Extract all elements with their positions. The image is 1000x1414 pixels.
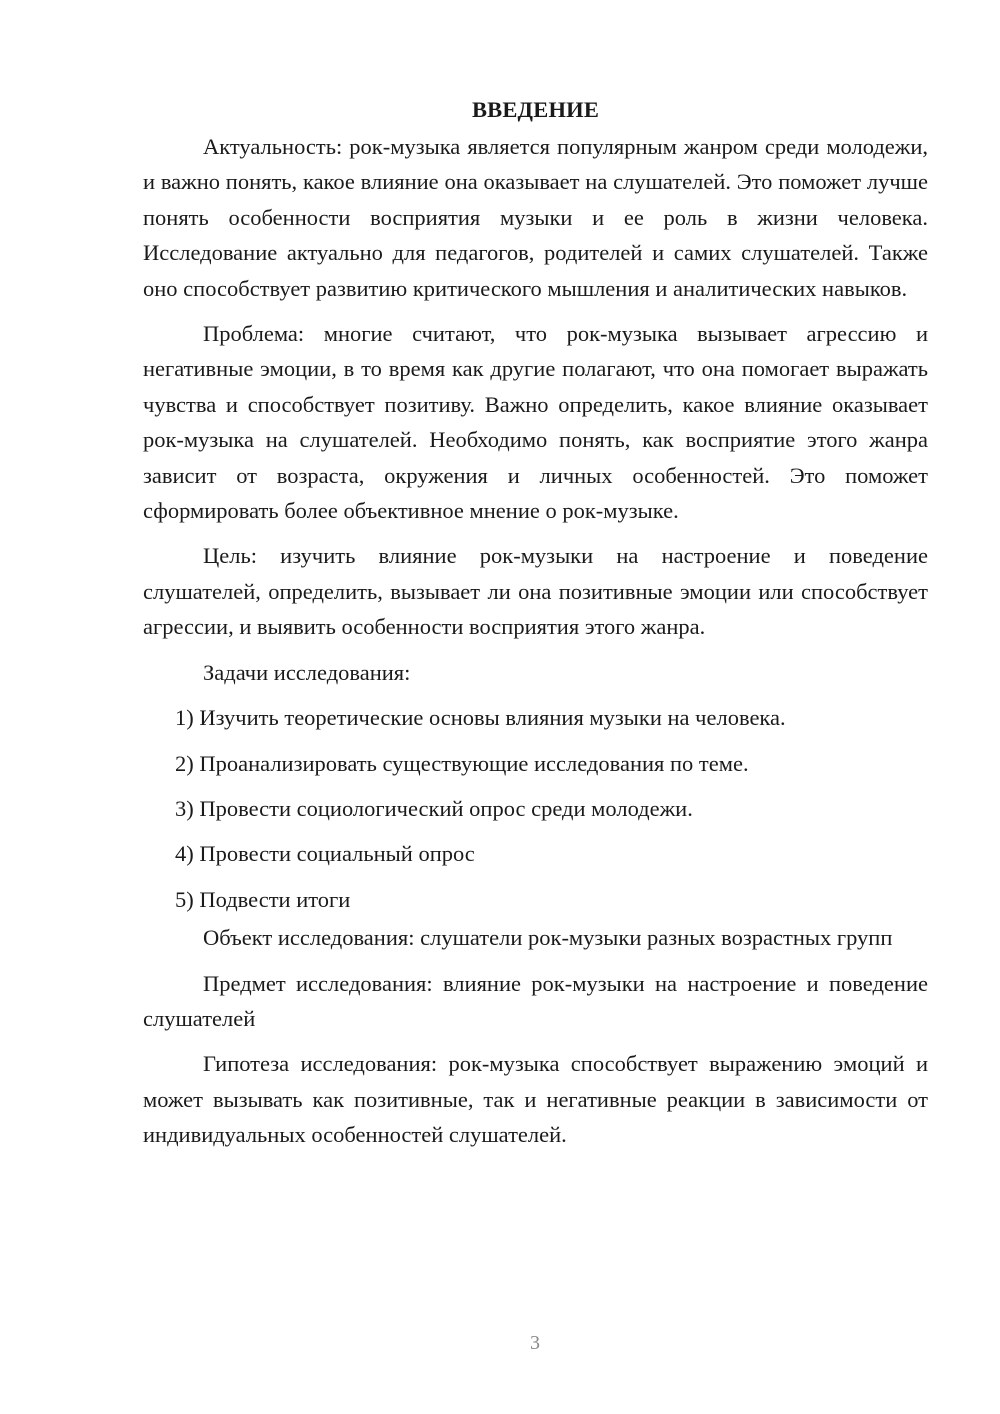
list-item: 4) Провести социальный опрос [175, 841, 475, 867]
paragraph-problem: Проблема: многие считают, что рок-музыка вызывает агрессию и негативные эмоции, в то время как другие полагают, что она помогает выражать чувства и способствует позитиву. Важно определить, какое влияние оказывает рок-музыка на слушателей. Необходимо понять, как восприятие этого жанра зависит от возраста, окружения и личных особенностей. Это поможет сформировать более объективное мнение о рок-музыке. [143, 321, 928, 524]
list-item: 5) Подвести итоги [175, 886, 351, 912]
list-item: 3) Провести социологический опрос среди молодежи. [175, 795, 693, 821]
paragraph-object: Объект исследования: слушатели рок-музыки разных возрастных групп [203, 925, 893, 951]
page-content [143, 94, 928, 1153]
paragraph-subject: Предмет исследования: влияние рок-музыки на настроение и поведение слушателей [143, 970, 928, 1031]
list-item: 2) Проанализировать существующие исследования по теме. [175, 750, 749, 776]
section-title: ВВЕДЕНИЕ [471, 97, 600, 122]
paragraph-hypothesis: Гипотеза исследования: рок-музыка способствует выражению эмоций и может вызывать как позитивные, так и негативные реакции в зависимости от индивидуальных особенностей слушателей. [143, 1051, 928, 1148]
list-item: 1) Изучить теоретические основы влияния музыки на человека. [175, 705, 786, 731]
tasks-list [143, 700, 928, 917]
tasks-heading: Задачи исследования: [203, 659, 411, 685]
page-number: 3 [530, 1332, 540, 1354]
paragraph-goal: Цель: изучить влияние рок-музыки на настроение и поведение слушателей, определить, вызывает ли она позитивные эмоции или способствует агрессии, и выявить особенности восприятия этого жанра. [143, 543, 928, 640]
paragraph-relevance: Актуальность: рок-музыка является популярным жанром среди молодежи, и важно понять, какое влияние она оказывает на слушателей. Это поможет лучше понять особенности восприятия музыки и ее роль в жизни человека. Исследование актуально для педагогов, родителей и самих слушателей. Также оно способствует развитию критического мышления и аналитических навыков. [143, 134, 928, 301]
